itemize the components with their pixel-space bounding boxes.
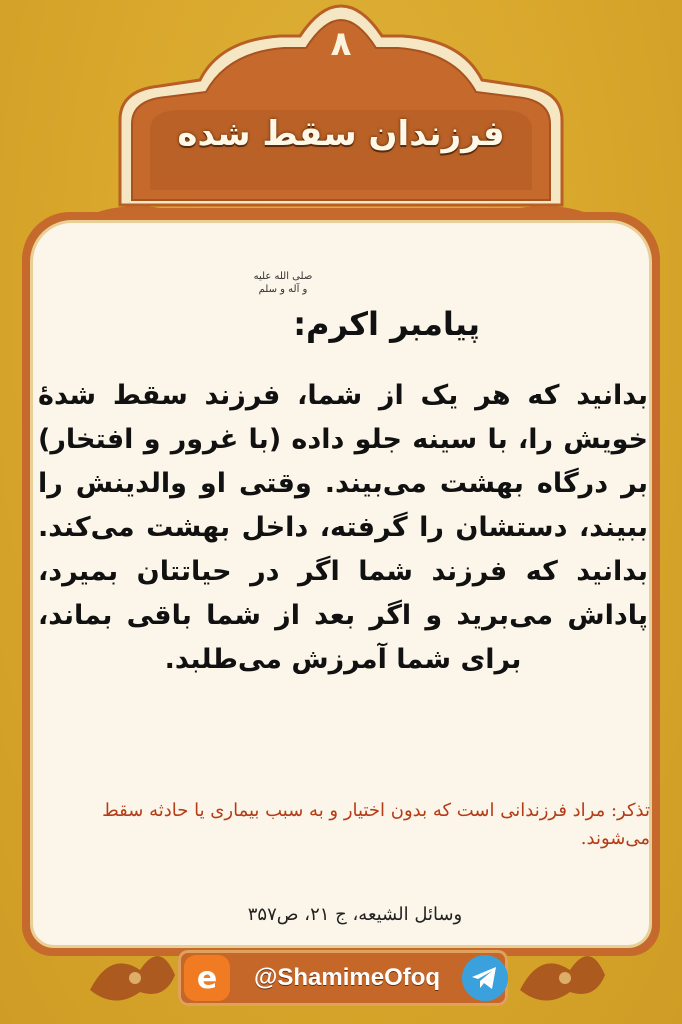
telegram-icon[interactable] — [462, 955, 508, 1001]
channel-handle[interactable]: @ShamimeOfoq — [253, 964, 441, 991]
eitaa-icon[interactable]: e — [184, 955, 230, 1001]
source-citation: وسائل الشیعه، ج ۲۱، ص۳۵۷ — [247, 904, 463, 925]
page-title: فرزندان سقط شده — [177, 114, 505, 154]
note-text: تذکر: مراد فرزندانی است که بدون اختیار و به سبب بیماری یا حادثه سقط می‌شوند. — [102, 800, 650, 849]
salawat-calligraphy: صلی الله علیه و آله و سلم — [253, 271, 313, 295]
speaker-label: پیامبر اکرم: — [293, 305, 480, 343]
hadith-text: بدانید که هر یک از شما، فرزند سقط شدۀ خویش را، با سینه جلو داده (با غرور و افتخار) بر درگاه بهشت می‌بیند. وقتی او والدینش را ببیند، دستشان را گرفته، داخل بهشت می‌کند. بدانید که فرزند شما اگر در حیاتتان بمیرد، پاداش می‌برید و اگر بعد از شما باقی بماند، برای شما آمرزش می‌طلبد. — [38, 380, 648, 675]
card-number: ۸ — [330, 24, 352, 64]
